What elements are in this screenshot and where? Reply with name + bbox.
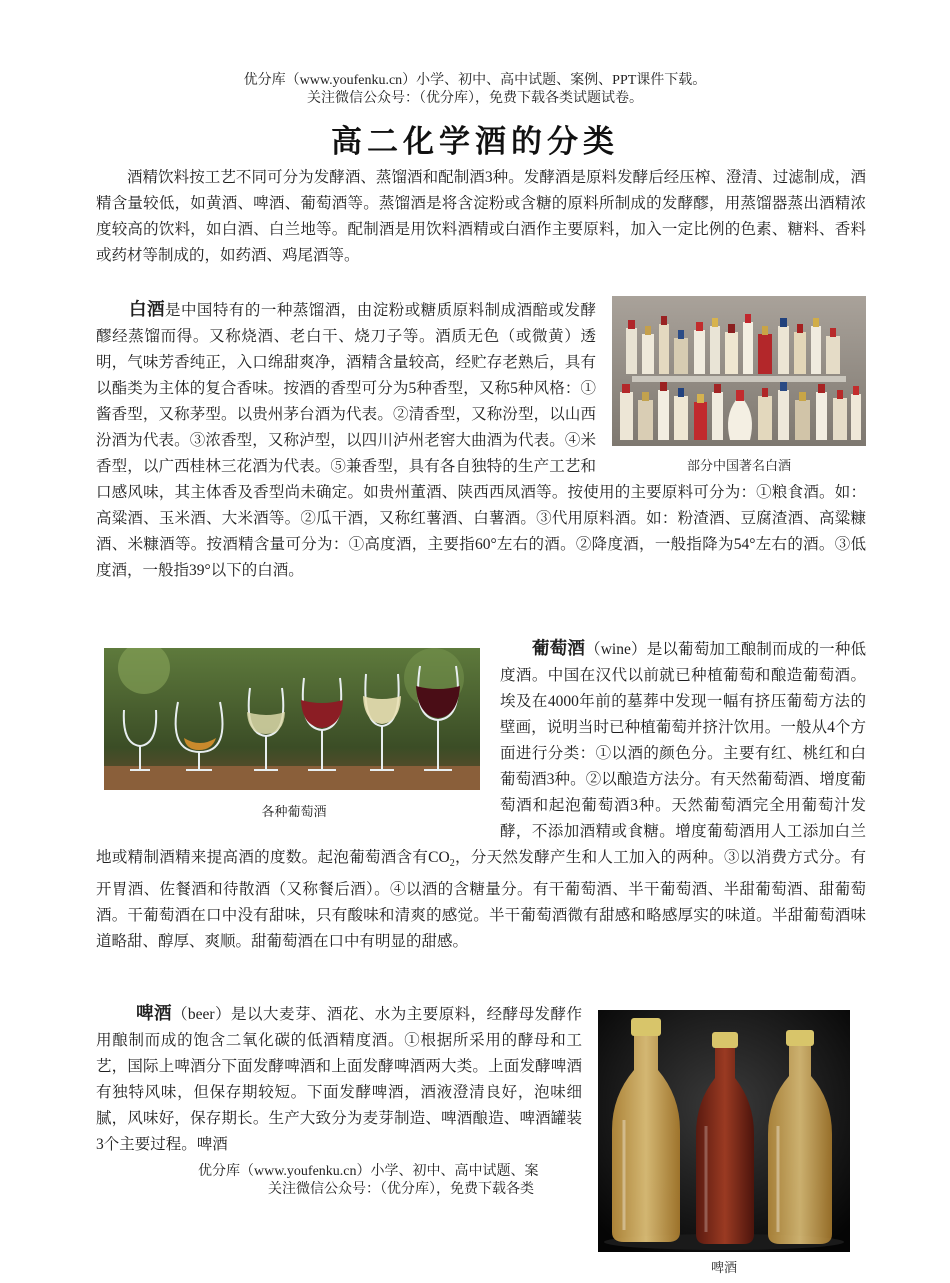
beer-section (96, 1000, 582, 1160)
baijiu-caption: 部分中国著名白酒 (686, 458, 791, 473)
header-line-2: 关注微信公众号：（优分库），免费下载各类试题试卷。 (307, 91, 643, 106)
baijiu-section (96, 296, 866, 584)
beer-figure (598, 1010, 850, 1277)
beer-bottles-photo (598, 1010, 850, 1252)
baijiu-term: 白酒 (129, 299, 165, 319)
wine-section (96, 635, 866, 955)
baijiu-text: 是中国特有的一种蒸馏酒，由淀粉或糖质原料制成酒醅或发酵醪经蒸馏而得。又称烧酒、老白干、烧刀子等。酒质无色（或微黄）透明，气味芳香纯正，入口绵甜爽净，酒精含量较高，经贮存老熟后，具有以酯类为主体的复合香味。按酒的香型可分为5种香型，又称5种风格：①酱香型，又称茅型。以贵州茅台酒为代表。②清香型，又称汾型，以山西汾酒为代表。③浓香型，又称泸型，以四川泸州老窖大曲酒为代表。④米香型，以广西桂林三花酒为代表。⑤兼香型，具有各自独特的生产工艺和口感风味，其主体香及香型尚未确定。如贵州董酒、陕西西凤酒等。按使用的主要原料可分为：①粮食酒。如：高粱酒、玉米酒、大米酒等。②瓜干酒，又称红薯酒、白薯酒。③代用原料酒。如：粉渣酒、豆腐渣酒、高粱糠酒、米糠酒等。按酒精含量可分为：①高度酒，主要指60°左右的酒。②降度酒，一般指降为54°左右的酒。③低度酒，一般指39°以下的白酒。 (96, 302, 866, 579)
wine-caption: 各种葡萄酒 (261, 804, 327, 819)
wine-text-b: ，分天然发酵产生和人工加入的两种。③以消费方式分。有开胃酒、佐餐酒和待散酒（又称餐后酒）。④以酒的含糖量分。有干葡萄酒、半干葡萄酒、半甜葡萄酒、甜葡萄酒。干葡萄酒在口中没有甜味，只有酸味和清爽的感觉。半干葡萄酒微有甜感和略感厚实的味道。半甜葡萄酒味道略甜、醇厚、爽顺。甜葡萄酒在口中有明显的甜感。 (96, 849, 866, 951)
beer-text: （beer）是以大麦芽、酒花、水为主要原料，经酵母发酵作用酿制而成的饱含二氧化碳的低酒精度酒。①根据所采用的酵母和工艺，国际上啤酒分下面发酵啤酒和上面发酵啤酒两大类。上面发酵啤酒有独特风味，但保存期较短。下面发酵啤酒，酒液澄清良好，泡味细腻，风味好，保存期长。生产大致分为麦芽制造、啤酒酿造、啤酒罐装3个主要过程。啤酒 (96, 1006, 582, 1153)
wine-co2-subscript: 2 (449, 858, 455, 870)
wine-term: 葡萄酒 (532, 638, 586, 658)
baijiu-figure (612, 296, 866, 475)
header-line-1: 优分库（www.youfenku.cn）小学、初中、高中试题、案例、PPT课件下载。 (243, 73, 707, 88)
page-title: 高二化学酒的分类 (331, 124, 619, 160)
wine-figure (104, 648, 484, 821)
wine-text-a: （wine）是以葡萄加工酿制而成的一种低度酒。中国在汉代以前就已种植葡萄和酿造葡萄酒。埃及在4000年前的墓葬中发现一幅有挤压葡萄方法的壁画，说明当时已种植葡萄并挤汁饮用。一般从4个方面进行分类：①以酒的颜色分。主要有红、桃红和白葡萄酒3种。②以酿造方法分。有天然葡萄酒、增度葡萄酒和起泡葡萄酒3种。天然葡萄酒完全用葡萄汁发酵，不添加酒精或食糖。增度葡萄酒用人工添加白兰地或精制酒精来提高酒的度数。起泡葡萄酒含有CO (96, 641, 866, 866)
intro-paragraph: 酒精饮料按工艺不同可分为发酵酒、蒸馏酒和配制酒3种。发酵酒是原料发酵后经压榨、澄清、过滤制成，酒精含量较低，如黄酒、啤酒、葡萄酒等。蒸馏酒是将含淀粉或含糖的原料所制成的发酵醪，用蒸馏器蒸出酒精浓度较高的饮料，如白酒、白兰地等。配制酒是用饮料酒精或白酒作主要原料，加入一定比例的色素、糖料、香料或药材等制成的，如药酒、鸡尾酒等。 (96, 169, 866, 264)
beer-term: 啤酒 (136, 1003, 172, 1023)
footer (0, 1163, 598, 1203)
wine-glasses-photo (104, 648, 480, 790)
baijiu-bottles-photo (612, 296, 866, 446)
footer-line-1: 优分库（www.youfenku.cn）小学、初中、高中试题、案 (198, 1164, 539, 1179)
beer-caption: 啤酒 (710, 1260, 737, 1275)
footer-line-2: 关注微信公众号：（优分库），免费下载各类 (268, 1182, 534, 1197)
